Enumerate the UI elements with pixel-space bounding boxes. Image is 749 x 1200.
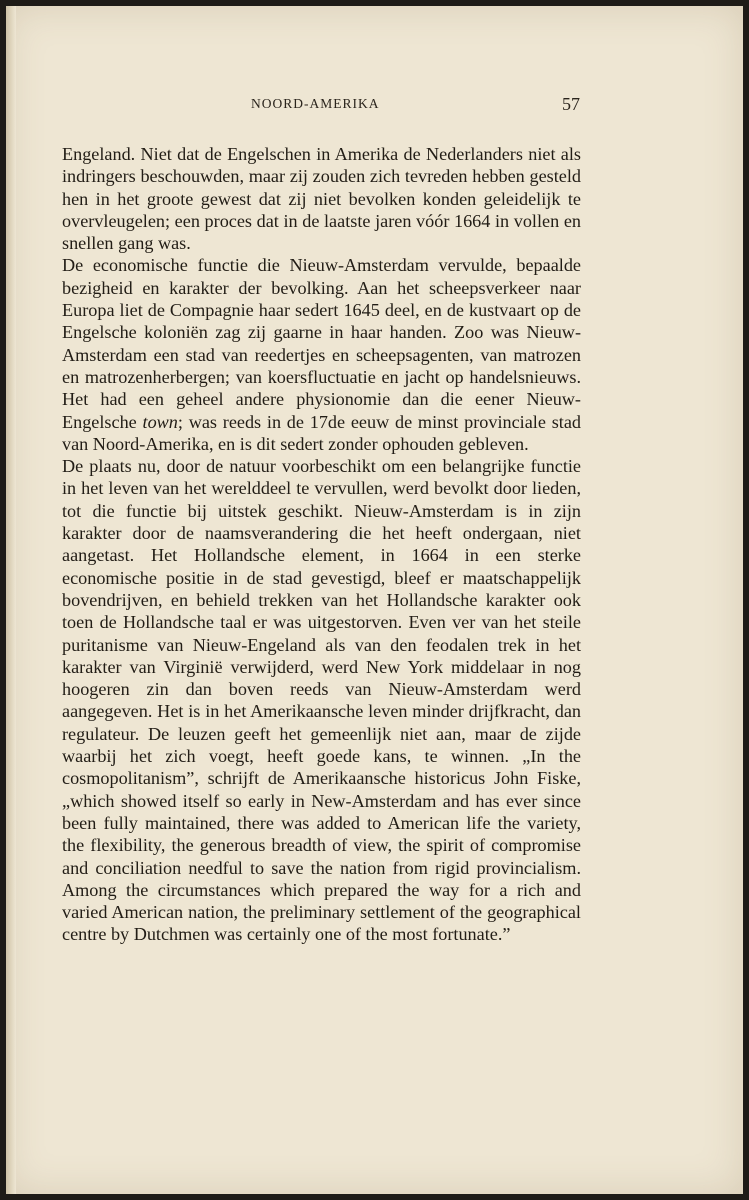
running-title: NOORD-AMERIKA — [251, 96, 380, 111]
paragraph-3: De plaats nu, door de natuur voorbeschikt om een belangrijke functie in het leven van het werelddeel te vervullen, werd bevolkt door lieden, tot die functie bij uitstek geschikt. Nieuw-Amsterdam is in zijn karakter door de naamsverandering die het heeft ondergaan, niet aangetast. Het Hollandsche element, in 1664 in een sterke economische positie in de stad gevestigd, bleef er maatschappelijk bovendrijven, en behield trekken van het Hollandsche karakter ook toen de Hollandsche taal er was uitgestorven. Even ver van het steile puritanisme van Nieuw-Engeland als van den feodalen trek in het karakter van Virginië verwijderd, werd New York middelaar in nog hoogeren zin dan boven reeds van Nieuw-Amsterdam werd aangegeven. Het is in het Amerikaansche leven minder drijfkracht, dan regulateur. De leuzen geeft het gemeenlijk niet aan, maar de zijde waarbij het zich voegt, heeft goede kans, te winnen. „In the cosmopolitanism”, schrijft de Amerikaansche historicus John Fiske, „which showed itself so early in New-Amsterdam and has ever since been fully maintained, there was added to American life the variety, the flexibility, the generous breadth of view, the spirit of compromise and conciliation needful to save the nation from rigid provincialism. Among the circumstances which prepared the way for a rich and varied American nation, the preliminary settlement of the geographical centre by Dutchmen was certainly one of the most fortunate.” — [62, 456, 581, 945]
page-gutter — [6, 6, 16, 1194]
paragraph-2-before: De economische functie die Nieuw-Amsterdam vervulde, bepaalde bezigheid en karakter der bevolking. Aan het scheepsverkeer naar Europa liet de Compagnie haar sedert 1645 deel, en de kustvaart op de Engelsche koloniën zag zij gaarne in haar handen. Zoo was Nieuw-Amsterdam een stad van reedertjes en scheepsagenten, van matrozen en matrozenherbergen; van koersfluctuatie en jacht op handelsnieuws. Het had een geheel andere physionomie dan die eener Nieuw-Engelsche — [62, 255, 581, 432]
body-text — [62, 143, 581, 946]
paragraph-2-after: ; was reeds in de 17de eeuw de minst provinciale stad van Noord-Amerika, en is dit sedert zonder ophouden gebleven. — [62, 411, 581, 454]
paragraph-1: Engeland. Niet dat de Engelschen in Amerika de Nederlanders niet als indringers beschouwden, maar zij zouden zich tevreden hebben gesteld hen in het groote gewest dat zij niet bevolken konden geleidelijk te overvleugelen; een proces dat in de laatste jaren vóór 1664 in vollen en snellen gang was. — [62, 144, 581, 254]
page-number: 57 — [562, 94, 580, 114]
book-page — [6, 6, 743, 1194]
paragraph-2 — [62, 254, 581, 455]
paragraph-2-italic-word: town — [142, 411, 178, 432]
